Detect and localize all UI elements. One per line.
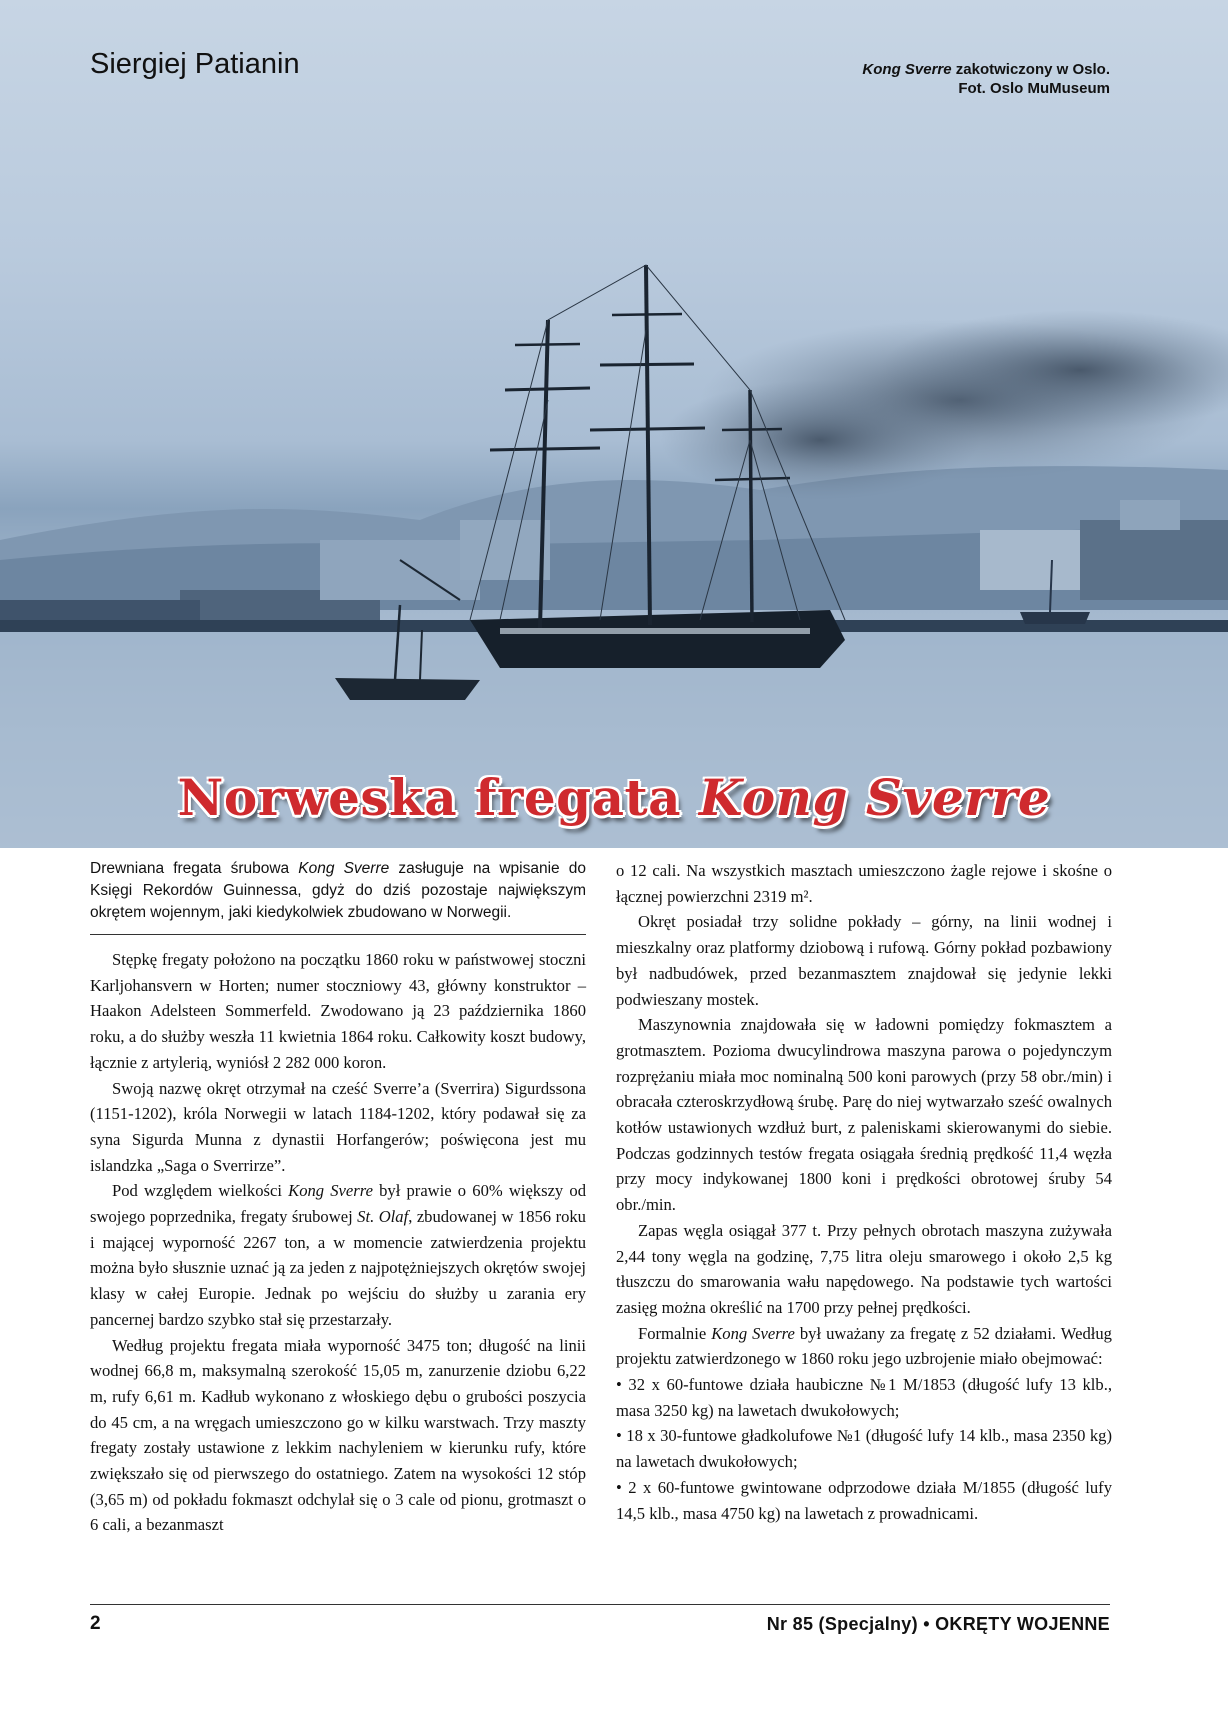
title-main: Norweska fregata (177, 768, 699, 827)
left-paragraph-2: Swoją nazwę okręt otrzymał na cześć Sverre’a (Sverrira) Sigurdssona (1151-1202), króla Norwegii w latach 1184-1202, który podawał się za syna Sigurda Munna z dynastii Horfangerów; poświęcona jest mu islandzka „Saga o Sverrirze”. (90, 1078, 586, 1175)
left-p3-a: Pod względem wielkości (112, 1181, 289, 1201)
right-p4-a: Formalnie (638, 1323, 712, 1343)
left-p3-c: , zbudowanej w 1856 roku i mającej wyporność 2267 ton, a w momencie zatwierdzenia projektu można było słusznie uznać ją za jeden z najpotężniejszych okrętów swojej klasy w całej Europie. Jednak po wejściu do służby u zarania ery pancernej bardzo szybko stał się przestarzały. (90, 1207, 586, 1329)
right-paragraph-0: o 12 cali. Na wszystkich masztach umieszczono żagle rejowe i skośne o łącznej powierzchni 2319 m². (616, 861, 1112, 906)
lead-part-1: Drewniana fregata śrubowa (90, 860, 299, 877)
left-paragraph-4: Według projektu fregata miała wyporność 3475 ton; długość na linii wodnej 66,8 m, maksymalną szerokość 15,05 m, zanurzenie dziobu 6,22 m, rufy 6,61 m. Kadłub wykonano z włoskiego dębu o grubości poszycia do 45 cm, a na wręgach umieszczono go w kilku warstwach. Trzy maszty fregaty zostały ustawione z lekkim nachyleniem w kierunku rufy, które zwiększało się od pierwszego do ostatniego. Zatem na wysokości 12 stóp (3,65 m) od pokładu fokmaszt odchylał się o 3 cale od pionu, grotmaszt o 6 cali, a bezanmaszt (90, 1335, 586, 1535)
title-ship: Kong Sverre (698, 768, 1051, 827)
right-column (616, 858, 1112, 1526)
right-paragraph-4 (616, 1321, 1112, 1372)
right-paragraph-3: Zapas węgla osiągał 377 t. Przy pełnych obrotach maszyna zużywała 2,44 tony węgla na godzinę, 7,75 litra oleju smarowego i około 2,5 kg tłuszczu do smarowania wału napędowego. Na podstawie tych wartości zasięg można określić na 1700 przy pełnej prędkości. (616, 1220, 1112, 1317)
caption-line-2: Fot. Oslo MuMuseum (958, 80, 1110, 97)
armament-bullet-1: • 32 x 60-funtowe działa haubiczne №1 M/1853 (długość lufy 13 klb., masa 3250 kg) na lawetach dwukołowych; (616, 1375, 1112, 1420)
left-p3-ship: Kong Sverre (288, 1181, 373, 1201)
caption-line-1-rest: zakotwiczony w Oslo. (951, 61, 1110, 78)
right-p4-b: był uważany za fregatę z 52 działami. Według projektu zatwierdzonego w 1860 roku jego uzbrojenie miało obejmować: (616, 1323, 1112, 1369)
issue-label: Nr 85 (Specjalny) • OKRĘTY WOJENNE (766, 1614, 1110, 1634)
lead-part-2: zasługuje na wpisanie do Księgi Rekordów Guinnessa, gdyż do dziś pozostaje największym okrętem wojennym, jaki kiedykolwiek zbudowano w Norwegii. (90, 860, 586, 921)
left-p3-ship-2: St. Olaf (357, 1207, 409, 1227)
footer-divider (90, 1604, 1110, 1605)
left-p3-b: był prawie o 60% większy od swojego poprzednika, fregaty śrubowej (90, 1181, 586, 1227)
caption-line-1 (862, 60, 1110, 79)
photo-caption (862, 60, 1110, 98)
armament-bullet-3: • 2 x 60-funtowe gwintowane odprzodowe działa M/1855 (długość lufy 14,5 klb., masa 4750 kg) na lawetach z prowadnicami. (616, 1477, 1112, 1523)
left-paragraph-3 (90, 1178, 586, 1332)
lead-ship: Kong Sverre (298, 860, 390, 877)
right-paragraph-1: Okręt posiadał trzy solidne pokłady – górny, na linii wodnej i mieszkalny oraz platformy dziobową i rufową. Górny pokład pozbawiony był nadbudówek, przed bezanmasztem znajdował się jedynie lekki podwieszany mostek. (616, 912, 1112, 1009)
right-p4-ship: Kong Sverre (711, 1323, 795, 1343)
lead-paragraph (90, 858, 586, 935)
left-paragraph-1: Stępkę fregaty położono na początku 1860 roku w państwowej stoczni Karljohansvern w Horten; numer stoczniowy 43, główny konstruktor – Haakon Adelsteen Sommerfeld. Zwodowano ją 23 października 1860 roku, a do służby weszła 11 kwietnia 1864 roku. Całkowity koszt budowy, łącznie z artylerią, wyniósł 2 282 000 koron. (90, 950, 586, 1072)
right-paragraph-2: Maszynownia znajdowała się w ładowni pomiędzy fokmasztem a grotmasztem. Pozioma dwucylindrowa maszyna parowa o pojedynczym rozprężaniu miała moc nominalną 500 koni parowych (przy 58 obr./min) i obracała czteroskrzydłową śrubę. Parę do niej wytwarzało sześć owalnych kotłów ustawionych wzdłuż burt, z paleniskami skierowanymi do siebie. Podczas godzinnych testów fregata osiągała średnią prędkość 11,4 węzła przy mocy indykowanej 1800 koni i prędkości obrotowej śruby 54 obr./min. (616, 1015, 1112, 1215)
hero-photo (0, 0, 1228, 848)
author-name: Siergiej Patianin (90, 48, 300, 80)
left-column (90, 858, 586, 1538)
page-number: 2 (90, 1613, 101, 1634)
article-title (0, 768, 1228, 827)
caption-ship-name: Kong Sverre (862, 61, 952, 78)
armament-bullet-2: • 18 x 30-funtowe gładkolufowe №1 (długość lufy 14 klb., masa 2350 kg) na lawetach dwukołowych; (616, 1426, 1112, 1472)
frigate-photo-illustration (0, 0, 1228, 848)
